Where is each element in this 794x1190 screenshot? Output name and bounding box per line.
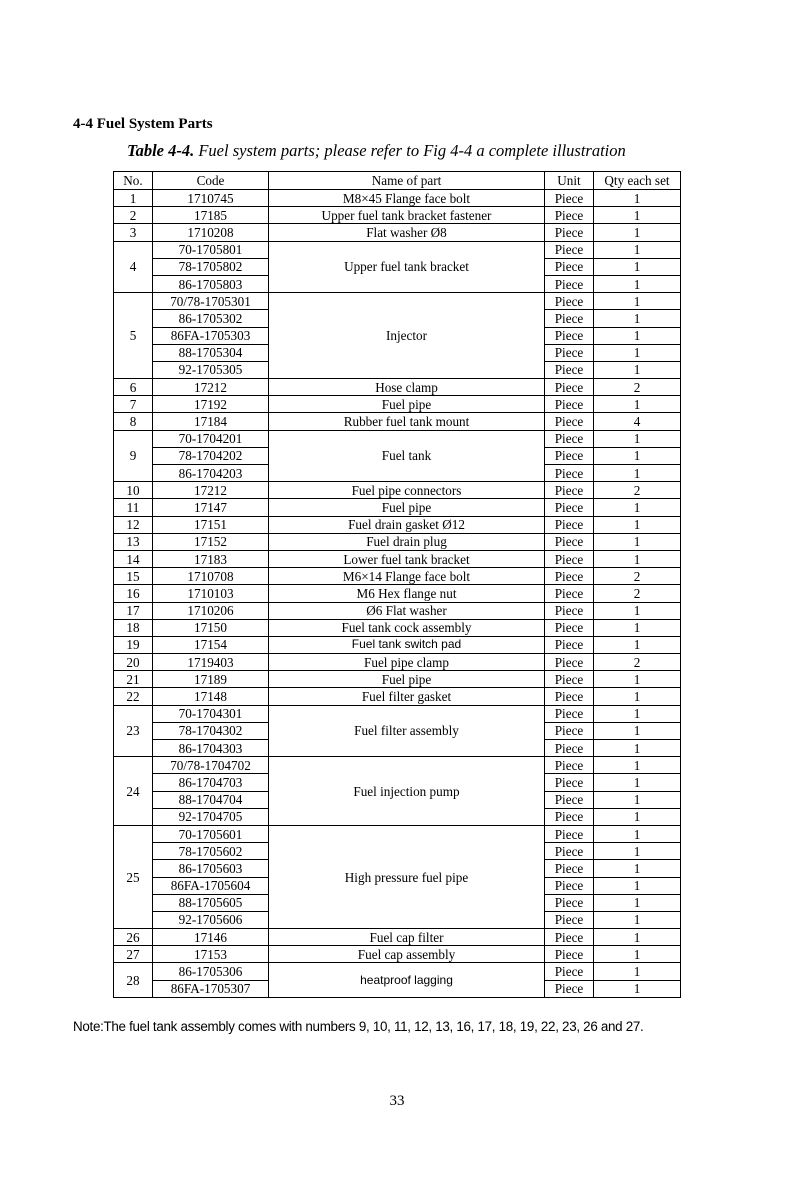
- cell-unit: Piece: [545, 258, 594, 275]
- cell-code: 70-1705601: [153, 825, 269, 842]
- cell-code: 88-1705605: [153, 894, 269, 911]
- table-row: [114, 929, 681, 946]
- cell-no: 7: [114, 396, 153, 413]
- cell-unit: Piece: [545, 688, 594, 705]
- cell-code: 86-1704303: [153, 740, 269, 757]
- cell-name: M6×14 Flange face bolt: [269, 568, 545, 585]
- cell-unit: Piece: [545, 636, 594, 653]
- table-row: [114, 396, 681, 413]
- cell-no: 3: [114, 224, 153, 241]
- cell-code: 17146: [153, 929, 269, 946]
- cell-code: 78-1705602: [153, 843, 269, 860]
- cell-code: 17153: [153, 946, 269, 963]
- cell-unit: Piece: [545, 224, 594, 241]
- cell-no: 2: [114, 207, 153, 224]
- cell-unit: Piece: [545, 791, 594, 808]
- cell-name: Fuel drain plug: [269, 533, 545, 550]
- table-row: [114, 413, 681, 430]
- cell-qty: 1: [594, 361, 681, 378]
- cell-qty: 1: [594, 619, 681, 636]
- cell-unit: Piece: [545, 825, 594, 842]
- table-row: [114, 654, 681, 671]
- table-row: [114, 293, 681, 310]
- cell-name: Flat washer Ø8: [269, 224, 545, 241]
- table-row: [114, 568, 681, 585]
- cell-no: 13: [114, 533, 153, 550]
- cell-qty: 1: [594, 808, 681, 825]
- cell-unit: Piece: [545, 860, 594, 877]
- cell-code: 17148: [153, 688, 269, 705]
- header-no: No.: [114, 172, 153, 190]
- table-row: [114, 705, 681, 722]
- header-qty: Qty each set: [594, 172, 681, 190]
- cell-name: Fuel pipe: [269, 396, 545, 413]
- cell-code: 17185: [153, 207, 269, 224]
- cell-code: 78-1705802: [153, 258, 269, 275]
- cell-no: 17: [114, 602, 153, 619]
- cell-qty: 1: [594, 499, 681, 516]
- cell-qty: 1: [594, 929, 681, 946]
- cell-name: Lower fuel tank bracket: [269, 550, 545, 567]
- cell-qty: 1: [594, 516, 681, 533]
- cell-qty: 1: [594, 602, 681, 619]
- cell-qty: 1: [594, 396, 681, 413]
- cell-qty: 4: [594, 413, 681, 430]
- cell-code: 17152: [153, 533, 269, 550]
- table-caption: [127, 141, 626, 161]
- cell-qty: 1: [594, 791, 681, 808]
- cell-qty: 1: [594, 258, 681, 275]
- cell-name: Fuel filter gasket: [269, 688, 545, 705]
- cell-unit: Piece: [545, 550, 594, 567]
- cell-unit: Piece: [545, 671, 594, 688]
- cell-name: Fuel pipe connectors: [269, 482, 545, 499]
- cell-no: 28: [114, 963, 153, 997]
- cell-code: 86FA-1705307: [153, 980, 269, 997]
- cell-unit: Piece: [545, 516, 594, 533]
- table-row: [114, 671, 681, 688]
- cell-code: 17184: [153, 413, 269, 430]
- cell-qty: 2: [594, 585, 681, 602]
- table-row: [114, 963, 681, 980]
- cell-qty: 1: [594, 275, 681, 292]
- cell-unit: Piece: [545, 465, 594, 482]
- cell-unit: Piece: [545, 275, 594, 292]
- cell-qty: 1: [594, 310, 681, 327]
- cell-no: 4: [114, 241, 153, 293]
- cell-qty: 1: [594, 911, 681, 928]
- cell-unit: Piece: [545, 774, 594, 791]
- cell-unit: Piece: [545, 482, 594, 499]
- cell-code: 70-1705801: [153, 241, 269, 258]
- cell-qty: 1: [594, 705, 681, 722]
- table-row: [114, 190, 681, 207]
- table-row: [114, 602, 681, 619]
- cell-code: 78-1704202: [153, 447, 269, 464]
- cell-code: 1710745: [153, 190, 269, 207]
- cell-unit: Piece: [545, 396, 594, 413]
- cell-name: Fuel injection pump: [269, 757, 545, 826]
- cell-name: Ø6 Flat washer: [269, 602, 545, 619]
- cell-no: 19: [114, 636, 153, 653]
- cell-qty: 1: [594, 740, 681, 757]
- table-row: [114, 688, 681, 705]
- cell-name: Injector: [269, 293, 545, 379]
- cell-name: Fuel drain gasket Ø12: [269, 516, 545, 533]
- cell-qty: 1: [594, 465, 681, 482]
- cell-qty: 1: [594, 894, 681, 911]
- header-code: Code: [153, 172, 269, 190]
- cell-unit: Piece: [545, 293, 594, 310]
- cell-code: 88-1705304: [153, 344, 269, 361]
- header-name: Name of part: [269, 172, 545, 190]
- cell-no: 16: [114, 585, 153, 602]
- cell-qty: 1: [594, 980, 681, 997]
- cell-unit: Piece: [545, 190, 594, 207]
- cell-unit: Piece: [545, 344, 594, 361]
- cell-code: 86-1705302: [153, 310, 269, 327]
- cell-unit: Piece: [545, 430, 594, 447]
- parts-table-body: [114, 190, 681, 998]
- cell-unit: Piece: [545, 740, 594, 757]
- cell-code: 70/78-1705301: [153, 293, 269, 310]
- cell-qty: 1: [594, 533, 681, 550]
- cell-no: 27: [114, 946, 153, 963]
- cell-qty: 1: [594, 293, 681, 310]
- cell-unit: Piece: [545, 585, 594, 602]
- cell-code: 92-1704705: [153, 808, 269, 825]
- cell-qty: 1: [594, 344, 681, 361]
- table-caption-text: Fuel system parts; please refer to Fig 4-4 a complete illustration: [194, 141, 626, 160]
- cell-code: 86FA-1705604: [153, 877, 269, 894]
- cell-name: High pressure fuel pipe: [269, 825, 545, 928]
- cell-code: 1710206: [153, 602, 269, 619]
- table-header-row: [114, 172, 681, 190]
- cell-unit: Piece: [545, 499, 594, 516]
- cell-qty: 1: [594, 224, 681, 241]
- cell-unit: Piece: [545, 757, 594, 774]
- cell-qty: 1: [594, 688, 681, 705]
- cell-qty: 1: [594, 722, 681, 739]
- cell-name: Fuel tank cock assembly: [269, 619, 545, 636]
- table-row: [114, 207, 681, 224]
- cell-code: 17192: [153, 396, 269, 413]
- table-row: [114, 516, 681, 533]
- cell-code: 92-1705606: [153, 911, 269, 928]
- table-row: [114, 430, 681, 447]
- cell-code: 17147: [153, 499, 269, 516]
- cell-qty: 1: [594, 757, 681, 774]
- cell-name: Fuel filter assembly: [269, 705, 545, 757]
- cell-no: 15: [114, 568, 153, 585]
- cell-code: 78-1704302: [153, 722, 269, 739]
- table-row: [114, 550, 681, 567]
- footnote: Note:The fuel tank assembly comes with numbers 9, 10, 11, 12, 13, 16, 17, 18, 19, 22, 23, 26 and 27.: [73, 1019, 644, 1034]
- cell-unit: Piece: [545, 327, 594, 344]
- cell-code: 17212: [153, 379, 269, 396]
- cell-code: 1710103: [153, 585, 269, 602]
- cell-unit: Piece: [545, 843, 594, 860]
- cell-unit: Piece: [545, 808, 594, 825]
- cell-qty: 1: [594, 241, 681, 258]
- cell-name: Upper fuel tank bracket: [269, 241, 545, 293]
- cell-unit: Piece: [545, 705, 594, 722]
- table-row: [114, 499, 681, 516]
- cell-unit: Piece: [545, 946, 594, 963]
- cell-no: 14: [114, 550, 153, 567]
- cell-code: 70-1704301: [153, 705, 269, 722]
- cell-unit: Piece: [545, 310, 594, 327]
- table-row: [114, 224, 681, 241]
- cell-qty: 1: [594, 671, 681, 688]
- cell-code: 88-1704704: [153, 791, 269, 808]
- table-row: [114, 241, 681, 258]
- cell-no: 5: [114, 293, 153, 379]
- cell-code: 1710708: [153, 568, 269, 585]
- cell-code: 86-1705306: [153, 963, 269, 980]
- page-number: 33: [389, 1093, 405, 1109]
- table-row: [114, 636, 681, 653]
- cell-qty: 2: [594, 379, 681, 396]
- cell-qty: 1: [594, 946, 681, 963]
- cell-qty: 1: [594, 860, 681, 877]
- cell-name: Fuel pipe: [269, 671, 545, 688]
- cell-name: M8×45 Flange face bolt: [269, 190, 545, 207]
- table-row: [114, 482, 681, 499]
- cell-qty: 1: [594, 825, 681, 842]
- cell-no: 1: [114, 190, 153, 207]
- cell-name: heatproof lagging: [269, 963, 545, 997]
- table-row: [114, 946, 681, 963]
- cell-no: 8: [114, 413, 153, 430]
- cell-qty: 1: [594, 430, 681, 447]
- cell-code: 70-1704201: [153, 430, 269, 447]
- table-row: [114, 757, 681, 774]
- cell-no: 25: [114, 825, 153, 928]
- table-row: [114, 533, 681, 550]
- table-row: [114, 379, 681, 396]
- cell-name: Fuel pipe: [269, 499, 545, 516]
- cell-code: 1710208: [153, 224, 269, 241]
- cell-name: Rubber fuel tank mount: [269, 413, 545, 430]
- cell-qty: 2: [594, 654, 681, 671]
- cell-unit: Piece: [545, 207, 594, 224]
- cell-unit: Piece: [545, 413, 594, 430]
- cell-qty: 1: [594, 447, 681, 464]
- cell-qty: 2: [594, 568, 681, 585]
- cell-name: Fuel cap filter: [269, 929, 545, 946]
- cell-code: 1719403: [153, 654, 269, 671]
- header-unit: Unit: [545, 172, 594, 190]
- table-row: [114, 585, 681, 602]
- cell-unit: Piece: [545, 894, 594, 911]
- cell-code: 17189: [153, 671, 269, 688]
- cell-name: Hose clamp: [269, 379, 545, 396]
- cell-unit: Piece: [545, 911, 594, 928]
- cell-no: 21: [114, 671, 153, 688]
- cell-code: 17154: [153, 636, 269, 653]
- cell-unit: Piece: [545, 963, 594, 980]
- section-title: 4-4 Fuel System Parts: [73, 116, 213, 132]
- cell-unit: Piece: [545, 568, 594, 585]
- cell-qty: 1: [594, 207, 681, 224]
- cell-code: 17183: [153, 550, 269, 567]
- cell-code: 17151: [153, 516, 269, 533]
- cell-unit: Piece: [545, 619, 594, 636]
- cell-unit: Piece: [545, 929, 594, 946]
- cell-name: Fuel pipe clamp: [269, 654, 545, 671]
- cell-no: 9: [114, 430, 153, 482]
- cell-no: 20: [114, 654, 153, 671]
- cell-qty: 1: [594, 877, 681, 894]
- cell-no: 11: [114, 499, 153, 516]
- cell-no: 26: [114, 929, 153, 946]
- cell-code: 70/78-1704702: [153, 757, 269, 774]
- cell-qty: 1: [594, 636, 681, 653]
- cell-unit: Piece: [545, 447, 594, 464]
- cell-name: Fuel tank: [269, 430, 545, 482]
- cell-unit: Piece: [545, 602, 594, 619]
- cell-qty: 1: [594, 963, 681, 980]
- cell-unit: Piece: [545, 654, 594, 671]
- cell-name: M6 Hex flange nut: [269, 585, 545, 602]
- cell-name: Upper fuel tank bracket fastener: [269, 207, 545, 224]
- cell-unit: Piece: [545, 533, 594, 550]
- cell-no: 18: [114, 619, 153, 636]
- cell-code: 17150: [153, 619, 269, 636]
- cell-no: 23: [114, 705, 153, 757]
- cell-no: 22: [114, 688, 153, 705]
- cell-qty: 1: [594, 327, 681, 344]
- cell-qty: 2: [594, 482, 681, 499]
- cell-unit: Piece: [545, 379, 594, 396]
- parts-table: [113, 171, 681, 998]
- cell-code: 86FA-1705303: [153, 327, 269, 344]
- cell-unit: Piece: [545, 241, 594, 258]
- cell-no: 6: [114, 379, 153, 396]
- table-caption-label: Table 4-4.: [127, 141, 195, 160]
- cell-code: 17212: [153, 482, 269, 499]
- cell-no: 10: [114, 482, 153, 499]
- cell-no: 24: [114, 757, 153, 826]
- cell-qty: 1: [594, 550, 681, 567]
- cell-code: 86-1705603: [153, 860, 269, 877]
- cell-name: Fuel tank switch pad: [269, 636, 545, 653]
- cell-qty: 1: [594, 843, 681, 860]
- cell-name: Fuel cap assembly: [269, 946, 545, 963]
- cell-qty: 1: [594, 774, 681, 791]
- cell-code: 86-1705803: [153, 275, 269, 292]
- table-row: [114, 619, 681, 636]
- cell-qty: 1: [594, 190, 681, 207]
- table-row: [114, 825, 681, 842]
- cell-unit: Piece: [545, 980, 594, 997]
- cell-unit: Piece: [545, 361, 594, 378]
- cell-code: 86-1704203: [153, 465, 269, 482]
- cell-no: 12: [114, 516, 153, 533]
- cell-code: 92-1705305: [153, 361, 269, 378]
- cell-code: 86-1704703: [153, 774, 269, 791]
- cell-unit: Piece: [545, 877, 594, 894]
- cell-unit: Piece: [545, 722, 594, 739]
